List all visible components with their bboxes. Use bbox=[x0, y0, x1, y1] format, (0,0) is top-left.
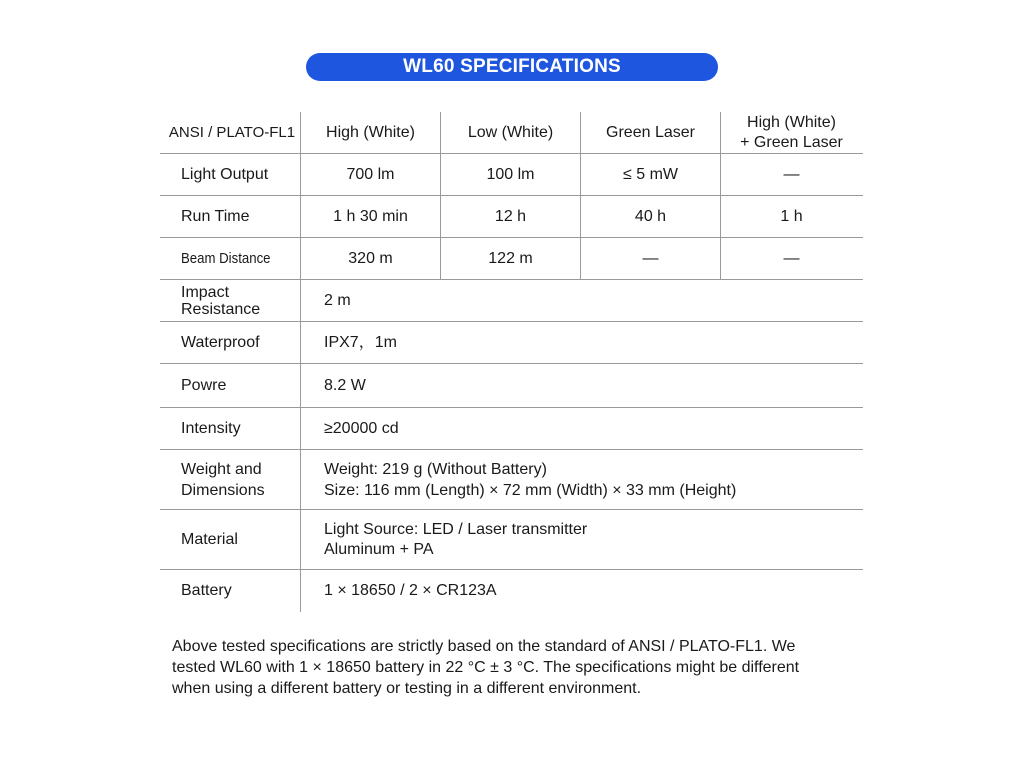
table-cell: — bbox=[581, 238, 721, 279]
table-cell: 1 × 18650 / 2 × CR123A bbox=[324, 582, 497, 599]
table-row-impact-resistance bbox=[160, 280, 863, 322]
footnote bbox=[172, 636, 862, 699]
table-row-waterproof bbox=[160, 322, 863, 364]
table-row-weight-dimensions bbox=[160, 450, 863, 510]
standard-header: ANSI / PLATO-FL1 bbox=[160, 112, 301, 153]
mode-header-green-laser: Green Laser bbox=[581, 112, 721, 153]
table-cell: 40 h bbox=[581, 196, 721, 237]
mode-header-low-white: Low (White) bbox=[441, 112, 581, 153]
table-cell: 1 h bbox=[780, 207, 803, 225]
footnote-line: tested WL60 with 1 × 18650 battery in 22 °C ± 3 °C. The specifications might be different bbox=[172, 659, 800, 676]
spec-title-banner bbox=[306, 53, 718, 81]
page-title: WL60 SPECIFICATIONS bbox=[403, 56, 621, 77]
table-cell: IPX7，1m bbox=[324, 333, 397, 351]
table-cell: 320 m bbox=[301, 238, 441, 279]
row-label: Weight and Dimensions bbox=[160, 450, 301, 509]
table-row-run-time bbox=[160, 196, 863, 238]
row-label: Run Time bbox=[160, 196, 301, 237]
footnote-line: Above tested specifications are strictly based on the standard of ANSI / PLATO-FL1. We bbox=[172, 638, 796, 655]
row-label: Light Output bbox=[160, 154, 301, 195]
footnote-line: when using a different battery or testing in a different environment. bbox=[172, 680, 642, 697]
table-header-row bbox=[160, 112, 863, 154]
row-label: Material bbox=[160, 510, 301, 569]
row-label: Impact Resistance bbox=[160, 280, 301, 321]
table-row-material bbox=[160, 510, 863, 570]
mode-header-high-white: High (White) bbox=[301, 112, 441, 153]
mode-header-high-plus-laser: High (White) + Green Laser bbox=[740, 113, 843, 151]
table-cell: 1 h 30 min bbox=[301, 196, 441, 237]
row-label: Powre bbox=[160, 364, 301, 407]
row-label: Beam Distance bbox=[160, 238, 301, 279]
row-label: Intensity bbox=[160, 408, 301, 449]
table-cell: — bbox=[783, 165, 800, 183]
table-row-battery bbox=[160, 570, 863, 612]
table-row-power bbox=[160, 364, 863, 408]
row-label: Battery bbox=[160, 570, 301, 612]
spec-table bbox=[160, 112, 863, 612]
table-cell: ≥20000 cd bbox=[324, 419, 399, 437]
table-cell: 100 lm bbox=[441, 154, 581, 195]
table-cell: 122 m bbox=[441, 238, 581, 279]
table-cell: — bbox=[783, 249, 800, 267]
table-row-intensity bbox=[160, 408, 863, 450]
table-cell: 700 lm bbox=[301, 154, 441, 195]
table-cell: 8.2 W bbox=[324, 376, 366, 394]
table-row-light-output bbox=[160, 154, 863, 196]
table-cell: Weight: 219 g (Without Battery) Size: 116 mm (Length) × 72 mm (Width) × 33 mm (Height) bbox=[324, 460, 737, 499]
table-row-beam-distance bbox=[160, 238, 863, 280]
table-cell: Light Source: LED / Laser transmitter Aluminum + PA bbox=[324, 520, 588, 558]
table-cell: 12 h bbox=[441, 196, 581, 237]
table-cell: ≤ 5 mW bbox=[581, 154, 721, 195]
row-label: Waterproof bbox=[160, 322, 301, 363]
table-cell: 2 m bbox=[324, 291, 351, 309]
